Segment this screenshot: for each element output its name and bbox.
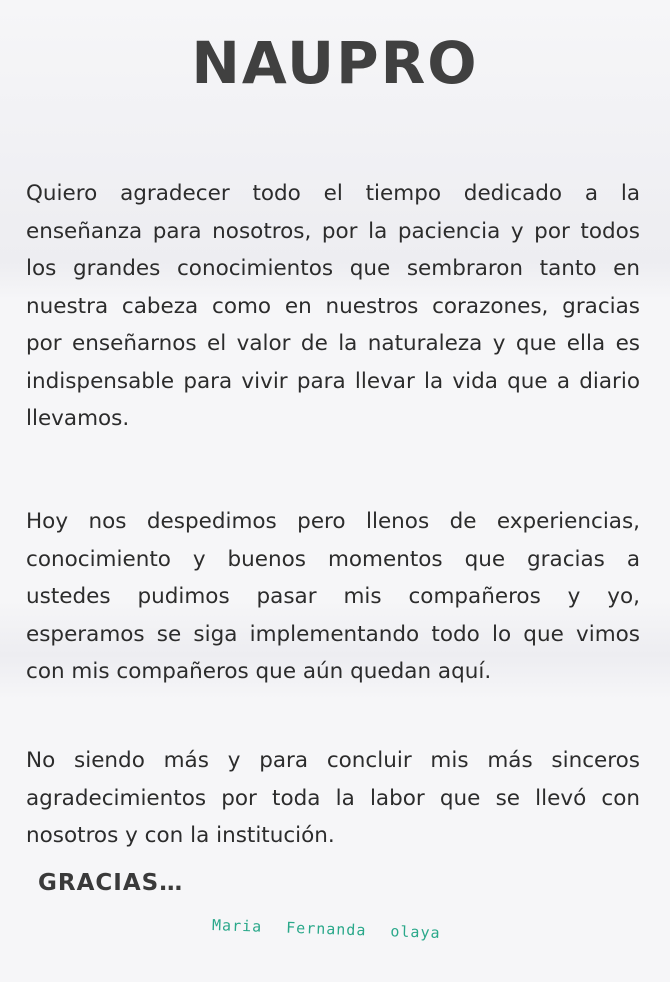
closing-gracias: GRACIAS… [38,870,184,896]
paragraph-conclusion: No siendo más y para concluir mis más sinceros agradecimientos por toda la labor que se llevó con nosotros y con la institución. [26,748,640,848]
handwritten-signature: Maria Fernanda olaya [211,916,441,942]
paragraph-thanks: Quiero agradecer todo el tiempo dedicado a la enseñanza para nosotros, por la paciencia y por todos los grandes conocimientos que sembraron tanto en nuestra cabeza como en nuestros corazones, gracias por enseñarnos el valor de la naturaleza y que ella es indispensable para vivir para llevar la vida que a diario llevamos. [26,181,640,431]
letter-title: NAUPRO [191,29,479,97]
paragraph-farewell: Hoy nos despedimos pero llenos de experiencias, conocimiento y buenos momentos que gracias a ustedes pudimos pasar mis compañeros y yo, esperamos se siga implementando todo lo que vimos con mis compañeros que aún quedan aquí. [26,509,640,684]
